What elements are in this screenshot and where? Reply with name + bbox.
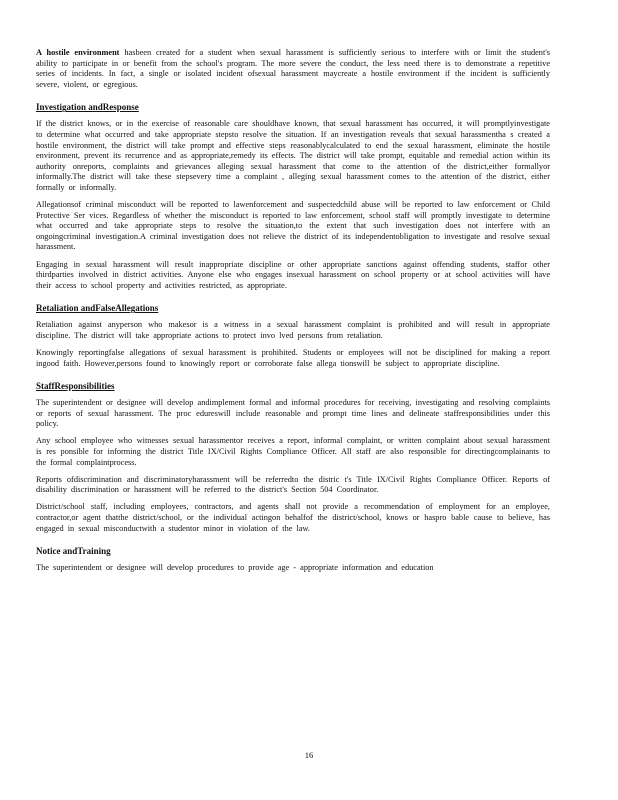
page-content — [36, 48, 550, 580]
intro-paragraph — [36, 48, 550, 90]
staff-paragraph-3: Reports ofdiscrimination and discriminatoryharassment will be referredto the distric t's Title IX/Civil Rights Compliance Officer. Reports of disability discrimination or harassment will be referred to the district's Section 504 Coordinator. — [36, 474, 550, 495]
retaliation-paragraph-2: Knowingly reportingfalse allegations of sexual harassment is prohibited. Students or employees will not be disciplined for making a report ingood faith. However,persons found to knowingly report or corroborate false allega tionswill be subject to appropriate discipline. — [36, 347, 550, 368]
staff-paragraph-1: The superintendent or designee will develop andimplement formal and informal procedures for receiving, investigating and resolving complaints or reports of sexual harassment. The proc edureswill include reasonable and prompt time lines and delineate staffresponsibilities under this policy. — [36, 398, 550, 429]
staff-paragraph-2: Any school employee who witnesses sexual harassmentor receives a report, informal complaint, or written complaint about sexual harassment is res ponsible for informing the district Title IX/Civil Rights Compliance Officer. All staff are also responsible for directingcomplainants to the formal complaintprocess. — [36, 436, 550, 467]
retaliation-paragraph-1: Retaliation against anyperson who makesor is a witness in a sexual harassment complaint is prohibited and will result in appropriate discipline. The district will take appropriate actions to protect invo lved persons from retaliation. — [36, 320, 550, 340]
intro-lead-term: A hostile environment — [36, 48, 120, 57]
section-heading-staff-responsibilities: StaffResponsibilities — [36, 381, 115, 392]
page-number: 16 — [304, 750, 314, 760]
section-heading-investigation: Investigation andResponse — [36, 102, 139, 113]
investigation-paragraph-3: Engaging in sexual harassment will result inappropriate discipline or other appropriate sanctions against offending students, staffor other thirdparties involved in district activities. Anyone else who engages insexual harassment on school property or at school activities will have their access to school property and activities restricted, as appropriate. — [36, 259, 550, 290]
intro-text: hasbeen created for a student when sexual harassment is sufficiently serious to interfere with or limit the student's ability to participate in or benefit from the school's program. The more severe the conduct, the less need there is to demonstrate a repetitive series of incidents. In fact, a single or isolated incident ofsexual harassment maycreate a hostile environment if the incident is sufficiently severe, violent, or egregious. — [36, 48, 550, 89]
investigation-paragraph-1: If the district knows, or in the exercise of reasonable care shouldhave known, that sexual harassment has occurred, it will promptlyinvestigate to determine what occurred and take appropriate stepsto resolve the situation. If an investigation reveals that sexual harassmentha s created a hostile environment, the district will take prompt and effective steps reasonablycalculated to end the sexual harassment, eliminate the hostile environment, prevent its recurrence and as appropriate,remedy its effects. The district will take prompt, equitable and remedial action within its authority onreports, complaints and grievances alleging sexual harassment that come to the attention of the district,either formallyor informally.The district will take these stepsevery time a complaint , alleging sexual harassment comes to the attention of the district, either formally or informally. — [36, 119, 550, 192]
section-heading-retaliation: Retaliation andFalseAllegations — [36, 303, 159, 314]
notice-paragraph-1: The superintendent or designee will develop procedures to provide age - appropriate information and education — [36, 563, 434, 573]
staff-paragraph-4: District/school staff, including employees, contractors, and agents shall not provide a recommendation of employment for an employee, contractor,or agent thatthe district/school, or the individual actingon behalfof the district/school, knows or haspro bable cause to believe, has engaged in sexual misconductwith a studentor minor in violation of the law. — [36, 502, 550, 533]
section-heading-notice-training: Notice andTraining — [36, 546, 111, 557]
investigation-paragraph-2: Allegationsof criminal misconduct will be reported to lawenforcement and suspectedchild abuse will be reported to law enforcement or Child Protective Ser vices. Regardless of whether the misconduct is reported to law enforcement, school staff will promptly investigate to determine what occurred and take appropriate steps to resolve the situation,to the extent that such investigation does not interfere with an ongoingcriminal investigation.A criminal investigation does not relieve the district of its independentobligation to investigate and resolve sexual harassment. — [36, 200, 550, 252]
